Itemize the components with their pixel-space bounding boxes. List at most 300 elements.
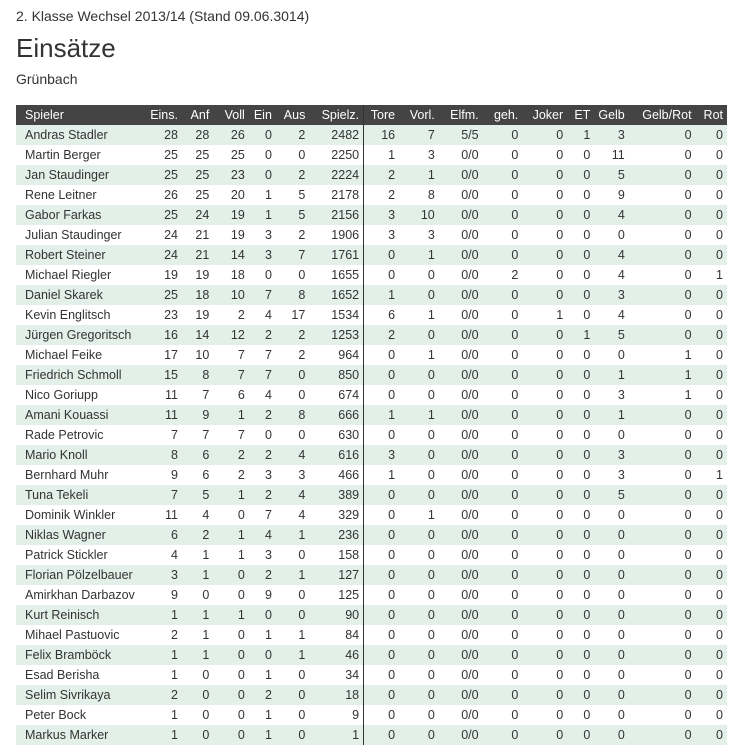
joker-cell: 0: [522, 585, 567, 605]
einsaetze-cell: 17: [144, 345, 182, 365]
tore-cell: 0: [364, 485, 399, 505]
eigentor-cell: 0: [567, 545, 594, 565]
anfang-cell: 7: [182, 425, 213, 445]
einsaetze-cell: 3: [144, 565, 182, 585]
joker-cell: 0: [522, 245, 567, 265]
gelb-rot-cell: 0: [629, 185, 696, 205]
player-name-cell[interactable]: Esad Berisha: [16, 665, 144, 685]
rot-cell: 0: [696, 545, 727, 565]
rot-cell: 0: [696, 165, 727, 185]
player-name-cell[interactable]: Jürgen Gregoritsch: [16, 325, 144, 345]
einsaetze-cell: 9: [144, 585, 182, 605]
einsaetze-cell: 28: [144, 125, 182, 145]
aus-cell: 1: [276, 525, 309, 545]
tore-cell: 2: [364, 165, 399, 185]
joker-cell: 0: [522, 145, 567, 165]
spielzeit-cell: 158: [309, 545, 363, 565]
col-header-spieler[interactable]: Spieler: [16, 105, 144, 125]
anfang-cell: 28: [182, 125, 213, 145]
player-name-cell[interactable]: Martin Berger: [16, 145, 144, 165]
aus-cell: 0: [276, 705, 309, 725]
eigentor-cell: 0: [567, 285, 594, 305]
voll-cell: 0: [213, 645, 248, 665]
player-name-cell[interactable]: Daniel Skarek: [16, 285, 144, 305]
gehalten-cell: 0: [483, 165, 523, 185]
elfmeter-cell: 0/0: [439, 205, 483, 225]
player-name-cell[interactable]: Amirkhan Darbazov: [16, 585, 144, 605]
player-name-cell[interactable]: Julian Staudinger: [16, 225, 144, 245]
elfmeter-cell: 0/0: [439, 505, 483, 525]
table-row: [16, 585, 727, 605]
voll-cell: 1: [213, 525, 248, 545]
aus-cell: 4: [276, 445, 309, 465]
voll-cell: 0: [213, 665, 248, 685]
joker-cell: 0: [522, 385, 567, 405]
einsaetze-cell: 15: [144, 365, 182, 385]
eigentor-cell: 0: [567, 205, 594, 225]
col-header-aus[interactable]: Aus: [276, 105, 309, 125]
joker-cell: 0: [522, 485, 567, 505]
tore-cell: 0: [364, 605, 399, 625]
ein-cell: 7: [249, 345, 276, 365]
vorlagen-cell: 0: [399, 325, 439, 345]
table-row: [16, 705, 727, 725]
ein-cell: 0: [249, 265, 276, 285]
voll-cell: 0: [213, 505, 248, 525]
einsaetze-cell: 2: [144, 685, 182, 705]
table-row: [16, 145, 727, 165]
col-header-gelb-rot[interactable]: Gelb/Rot: [629, 105, 696, 125]
gelb-cell: 3: [594, 465, 628, 485]
elfmeter-cell: 0/0: [439, 705, 483, 725]
joker-cell: 0: [522, 445, 567, 465]
col-header-joker[interactable]: Joker: [522, 105, 567, 125]
elfmeter-cell: 0/0: [439, 245, 483, 265]
col-header-vorl[interactable]: Vorl.: [399, 105, 439, 125]
anfang-cell: 19: [182, 305, 213, 325]
tore-cell: 1: [364, 405, 399, 425]
ein-cell: 0: [249, 145, 276, 165]
tore-cell: 0: [364, 565, 399, 585]
eigentor-cell: 0: [567, 585, 594, 605]
player-name-cell[interactable]: Patrick Stickler: [16, 545, 144, 565]
anfang-cell: 1: [182, 605, 213, 625]
player-name-cell[interactable]: Mario Knoll: [16, 445, 144, 465]
player-name-cell[interactable]: Markus Marker: [16, 725, 144, 745]
rot-cell: 0: [696, 385, 727, 405]
vorlagen-cell: 0: [399, 605, 439, 625]
aus-cell: 17: [276, 305, 309, 325]
rot-cell: 0: [696, 185, 727, 205]
gelb-cell: 0: [594, 425, 628, 445]
player-name-cell[interactable]: Peter Bock: [16, 705, 144, 725]
table-row: [16, 565, 727, 585]
anfang-cell: 25: [182, 145, 213, 165]
rot-cell: 0: [696, 405, 727, 425]
elfmeter-cell: 0/0: [439, 385, 483, 405]
anfang-cell: 0: [182, 725, 213, 745]
einsaetze-cell: 4: [144, 545, 182, 565]
elfmeter-cell: 0/0: [439, 585, 483, 605]
eigentor-cell: 0: [567, 465, 594, 485]
tore-cell: 0: [364, 705, 399, 725]
eigentor-cell: 0: [567, 665, 594, 685]
ein-cell: 3: [249, 545, 276, 565]
ein-cell: 3: [249, 225, 276, 245]
table-body: [16, 125, 727, 745]
player-name-cell[interactable]: Felix Bramböck: [16, 645, 144, 665]
gehalten-cell: 0: [483, 725, 523, 745]
aus-cell: 0: [276, 365, 309, 385]
elfmeter-cell: 0/0: [439, 365, 483, 385]
gehalten-cell: 0: [483, 285, 523, 305]
einsaetze-cell: 1: [144, 605, 182, 625]
ein-cell: 3: [249, 245, 276, 265]
gelb-rot-cell: 0: [629, 205, 696, 225]
player-name-cell[interactable]: Tuna Tekeli: [16, 485, 144, 505]
elfmeter-cell: 0/0: [439, 445, 483, 465]
anfang-cell: 1: [182, 625, 213, 645]
gehalten-cell: 0: [483, 385, 523, 405]
spielzeit-cell: 1: [309, 725, 363, 745]
player-name-cell[interactable]: Kevin Englitsch: [16, 305, 144, 325]
table-row: [16, 545, 727, 565]
elfmeter-cell: 0/0: [439, 465, 483, 485]
ein-cell: 2: [249, 405, 276, 425]
einsaetze-cell: 9: [144, 465, 182, 485]
spielzeit-cell: 389: [309, 485, 363, 505]
eigentor-cell: 0: [567, 505, 594, 525]
anfang-cell: 10: [182, 345, 213, 365]
aus-cell: 1: [276, 625, 309, 645]
anfang-cell: 6: [182, 445, 213, 465]
table-row: [16, 625, 727, 645]
table-row: [16, 385, 727, 405]
spielzeit-cell: 466: [309, 465, 363, 485]
table-row: [16, 165, 727, 185]
gehalten-cell: 0: [483, 545, 523, 565]
gelb-rot-cell: 0: [629, 605, 696, 625]
aus-cell: 2: [276, 125, 309, 145]
vorlagen-cell: 1: [399, 245, 439, 265]
gehalten-cell: 0: [483, 505, 523, 525]
col-header-et[interactable]: ET: [567, 105, 594, 125]
tore-cell: 1: [364, 465, 399, 485]
anfang-cell: 1: [182, 565, 213, 585]
gelb-rot-cell: 0: [629, 665, 696, 685]
vorlagen-cell: 0: [399, 565, 439, 585]
gelb-cell: 3: [594, 385, 628, 405]
player-name-cell[interactable]: Rade Petrovic: [16, 425, 144, 445]
eigentor-cell: 0: [567, 345, 594, 365]
vorlagen-cell: 7: [399, 125, 439, 145]
player-name-cell[interactable]: Bernhard Muhr: [16, 465, 144, 485]
vorlagen-cell: 0: [399, 385, 439, 405]
gelb-cell: 0: [594, 545, 628, 565]
gelb-cell: 4: [594, 265, 628, 285]
aus-cell: 4: [276, 505, 309, 525]
gelb-cell: 0: [594, 565, 628, 585]
col-header-voll[interactable]: Voll: [213, 105, 248, 125]
player-name-cell[interactable]: Michael Feike: [16, 345, 144, 365]
ein-cell: 0: [249, 165, 276, 185]
ein-cell: 2: [249, 325, 276, 345]
table-row: [16, 265, 727, 285]
rot-cell: 0: [696, 145, 727, 165]
table-row: [16, 505, 727, 525]
vorlagen-cell: 0: [399, 645, 439, 665]
player-name-cell[interactable]: Nico Goriupp: [16, 385, 144, 405]
ein-cell: 0: [249, 425, 276, 445]
anfang-cell: 7: [182, 385, 213, 405]
tore-cell: 3: [364, 205, 399, 225]
player-name-cell[interactable]: Florian Pölzelbauer: [16, 565, 144, 585]
gelb-cell: 9: [594, 185, 628, 205]
joker-cell: 0: [522, 605, 567, 625]
col-header-eins[interactable]: Eins.: [144, 105, 182, 125]
anfang-cell: 21: [182, 225, 213, 245]
gelb-rot-cell: 1: [629, 365, 696, 385]
gelb-rot-cell: 0: [629, 505, 696, 525]
player-name-cell[interactable]: Niklas Wagner: [16, 525, 144, 545]
col-header-geh[interactable]: geh.: [483, 105, 523, 125]
table-row: [16, 125, 727, 145]
ein-cell: 0: [249, 125, 276, 145]
einsaetze-cell: 8: [144, 445, 182, 465]
col-header-ein[interactable]: Ein: [249, 105, 276, 125]
elfmeter-cell: 0/0: [439, 185, 483, 205]
gelb-rot-cell: 0: [629, 325, 696, 345]
rot-cell: 0: [696, 285, 727, 305]
vorlagen-cell: 1: [399, 345, 439, 365]
joker-cell: 0: [522, 465, 567, 485]
player-name-cell[interactable]: Kurt Reinisch: [16, 605, 144, 625]
col-header-gelb[interactable]: Gelb: [594, 105, 628, 125]
col-header-rot[interactable]: Rot: [696, 105, 727, 125]
player-name-cell[interactable]: Selim Sivrikaya: [16, 685, 144, 705]
spielzeit-cell: 18: [309, 685, 363, 705]
eigentor-cell: 0: [567, 385, 594, 405]
spielzeit-cell: 1253: [309, 325, 363, 345]
aus-cell: 5: [276, 185, 309, 205]
gehalten-cell: 0: [483, 125, 523, 145]
aus-cell: 2: [276, 165, 309, 185]
table-row: [16, 185, 727, 205]
gelb-cell: 1: [594, 365, 628, 385]
einsaetze-cell: 25: [144, 285, 182, 305]
col-header-spielz[interactable]: Spielz.: [309, 105, 363, 125]
aus-cell: 1: [276, 645, 309, 665]
player-name-cell[interactable]: Gabor Farkas: [16, 205, 144, 225]
rot-cell: 0: [696, 665, 727, 685]
player-name-cell[interactable]: Rene Leitner: [16, 185, 144, 205]
tore-cell: 0: [364, 365, 399, 385]
ein-cell: 2: [249, 685, 276, 705]
elfmeter-cell: 0/0: [439, 725, 483, 745]
aus-cell: 0: [276, 425, 309, 445]
gelb-cell: 0: [594, 645, 628, 665]
rot-cell: 0: [696, 645, 727, 665]
player-name-cell[interactable]: Andras Stadler: [16, 125, 144, 145]
gehalten-cell: 0: [483, 185, 523, 205]
ein-cell: 1: [249, 185, 276, 205]
gelb-cell: 0: [594, 225, 628, 245]
voll-cell: 18: [213, 265, 248, 285]
gelb-cell: 1: [594, 405, 628, 425]
player-name-cell[interactable]: Robert Steiner: [16, 245, 144, 265]
voll-cell: 23: [213, 165, 248, 185]
spielzeit-cell: 1761: [309, 245, 363, 265]
aus-cell: 2: [276, 345, 309, 365]
einsaetze-cell: 25: [144, 165, 182, 185]
gelb-cell: 11: [594, 145, 628, 165]
gelb-cell: 0: [594, 345, 628, 365]
elfmeter-cell: 0/0: [439, 565, 483, 585]
gehalten-cell: 2: [483, 265, 523, 285]
gehalten-cell: 0: [483, 525, 523, 545]
page-title: Einsätze: [16, 33, 116, 63]
voll-cell: 1: [213, 605, 248, 625]
vorlagen-cell: 1: [399, 505, 439, 525]
vorlagen-cell: 0: [399, 525, 439, 545]
aus-cell: 0: [276, 265, 309, 285]
gehalten-cell: 0: [483, 245, 523, 265]
einsaetze-cell: 25: [144, 205, 182, 225]
voll-cell: 20: [213, 185, 248, 205]
gehalten-cell: 0: [483, 425, 523, 445]
gelb-cell: 0: [594, 665, 628, 685]
table-row: [16, 425, 727, 445]
anfang-cell: 14: [182, 325, 213, 345]
gelb-rot-cell: 0: [629, 145, 696, 165]
table-row: [16, 205, 727, 225]
voll-cell: 7: [213, 365, 248, 385]
anfang-cell: 6: [182, 465, 213, 485]
player-name-cell[interactable]: Dominik Winkler: [16, 505, 144, 525]
elfmeter-cell: 0/0: [439, 425, 483, 445]
rot-cell: 0: [696, 725, 727, 745]
elfmeter-cell: 0/0: [439, 225, 483, 245]
col-header-tore[interactable]: Tore: [364, 105, 399, 125]
player-name-cell[interactable]: Amani Kouassi: [16, 405, 144, 425]
gelb-rot-cell: 0: [629, 465, 696, 485]
tore-cell: 0: [364, 625, 399, 645]
einsaetze-cell: 1: [144, 645, 182, 665]
voll-cell: 0: [213, 585, 248, 605]
gelb-cell: 0: [594, 505, 628, 525]
vorlagen-cell: 1: [399, 405, 439, 425]
voll-cell: 1: [213, 485, 248, 505]
spielzeit-cell: 329: [309, 505, 363, 525]
eigentor-cell: 0: [567, 565, 594, 585]
player-name-cell[interactable]: Friedrich Schmoll: [16, 365, 144, 385]
player-name-cell[interactable]: Mihael Pastuovic: [16, 625, 144, 645]
vorlagen-cell: 3: [399, 145, 439, 165]
tore-cell: 0: [364, 345, 399, 365]
anfang-cell: 18: [182, 285, 213, 305]
voll-cell: 0: [213, 625, 248, 645]
player-name-cell[interactable]: Michael Riegler: [16, 265, 144, 285]
ein-cell: 4: [249, 525, 276, 545]
gehalten-cell: 0: [483, 645, 523, 665]
tore-cell: 1: [364, 145, 399, 165]
voll-cell: 2: [213, 465, 248, 485]
col-header-anf[interactable]: Anf: [182, 105, 213, 125]
gelb-rot-cell: 0: [629, 165, 696, 185]
col-header-elfm[interactable]: Elfm.: [439, 105, 483, 125]
voll-cell: 0: [213, 685, 248, 705]
spielzeit-cell: 2482: [309, 125, 363, 145]
spielzeit-cell: 46: [309, 645, 363, 665]
eigentor-cell: 0: [567, 485, 594, 505]
gelb-cell: 0: [594, 705, 628, 725]
joker-cell: 0: [522, 345, 567, 365]
anfang-cell: 1: [182, 545, 213, 565]
joker-cell: 0: [522, 125, 567, 145]
rot-cell: 0: [696, 325, 727, 345]
anfang-cell: 21: [182, 245, 213, 265]
gelb-cell: 3: [594, 445, 628, 465]
rot-cell: 0: [696, 605, 727, 625]
table-row: [16, 405, 727, 425]
gelb-rot-cell: 0: [629, 125, 696, 145]
gelb-rot-cell: 0: [629, 305, 696, 325]
einsaetze-cell: 11: [144, 505, 182, 525]
header-row: [16, 105, 727, 125]
joker-cell: 0: [522, 525, 567, 545]
rot-cell: 0: [696, 485, 727, 505]
ein-cell: 4: [249, 385, 276, 405]
gelb-cell: 0: [594, 725, 628, 745]
gehalten-cell: 0: [483, 485, 523, 505]
player-name-cell[interactable]: Jan Staudinger: [16, 165, 144, 185]
ein-cell: 2: [249, 445, 276, 465]
elfmeter-cell: 0/0: [439, 685, 483, 705]
eigentor-cell: 0: [567, 245, 594, 265]
ein-cell: 1: [249, 205, 276, 225]
eigentor-cell: 0: [567, 225, 594, 245]
elfmeter-cell: 0/0: [439, 485, 483, 505]
spielzeit-cell: 125: [309, 585, 363, 605]
table-row: [16, 285, 727, 305]
gehalten-cell: 0: [483, 605, 523, 625]
gelb-cell: 3: [594, 125, 628, 145]
voll-cell: 2: [213, 445, 248, 465]
ein-cell: 1: [249, 725, 276, 745]
einsaetze-cell: 1: [144, 705, 182, 725]
aus-cell: 0: [276, 725, 309, 745]
aus-cell: 0: [276, 385, 309, 405]
tore-cell: 3: [364, 445, 399, 465]
gelb-rot-cell: 0: [629, 625, 696, 645]
spielzeit-cell: 90: [309, 605, 363, 625]
rot-cell: 1: [696, 465, 727, 485]
eigentor-cell: 0: [567, 445, 594, 465]
eigentor-cell: 0: [567, 705, 594, 725]
ein-cell: 0: [249, 645, 276, 665]
tore-cell: 3: [364, 225, 399, 245]
elfmeter-cell: 5/5: [439, 125, 483, 145]
league-subtitle: 2. Klasse Wechsel 2013/14 (Stand 09.06.3014): [16, 8, 310, 24]
gehalten-cell: 0: [483, 625, 523, 645]
einsaetze-cell: 25: [144, 145, 182, 165]
anfang-cell: 8: [182, 365, 213, 385]
eigentor-cell: 0: [567, 185, 594, 205]
elfmeter-cell: 0/0: [439, 145, 483, 165]
tore-cell: 2: [364, 325, 399, 345]
gelb-rot-cell: 1: [629, 385, 696, 405]
table-row: [16, 325, 727, 345]
